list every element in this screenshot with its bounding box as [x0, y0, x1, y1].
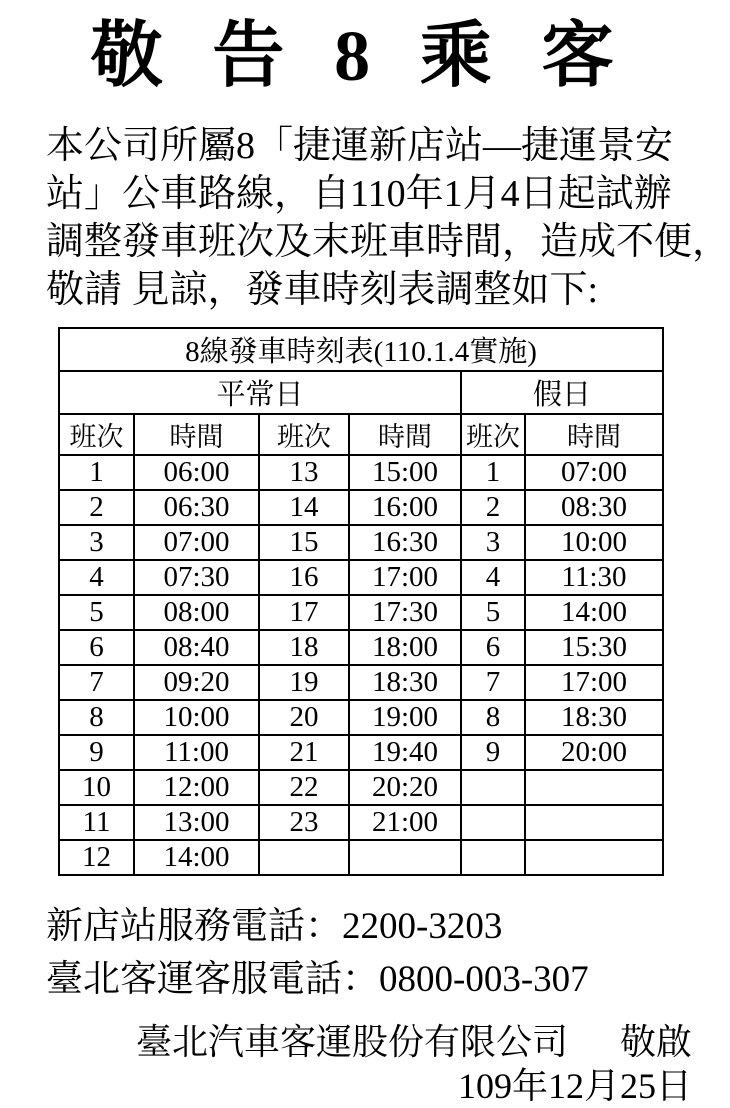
timetable-column-headers — [59, 414, 663, 455]
timetable-cell: 11:00 — [134, 735, 259, 770]
table-row — [59, 455, 663, 490]
timetable-cell: 10:00 — [134, 700, 259, 735]
timetable-cell: 9 — [59, 735, 134, 770]
timetable-cell: 5 — [59, 595, 134, 630]
timetable-cell: 07:00 — [134, 525, 259, 560]
departure-timetable — [58, 327, 664, 876]
timetable-cell: 12:00 — [134, 770, 259, 805]
timetable-cell — [461, 770, 525, 805]
timetable-cell — [525, 840, 663, 875]
timetable-cell: 1 — [59, 455, 134, 490]
table-row — [59, 560, 663, 595]
timetable-cell: 08:00 — [134, 595, 259, 630]
timetable-cell: 8 — [59, 700, 134, 735]
timetable-cell: 23 — [259, 805, 349, 840]
timetable-cell: 17:30 — [349, 595, 461, 630]
timetable-cell: 20 — [259, 700, 349, 735]
column-header: 班次 — [59, 414, 134, 455]
timetable-cell: 18:30 — [349, 665, 461, 700]
table-row — [59, 595, 663, 630]
table-row — [59, 490, 663, 525]
timetable-cell: 07:30 — [134, 560, 259, 595]
timetable-cell: 06:00 — [134, 455, 259, 490]
timetable-cell: 4 — [461, 560, 525, 595]
table-row — [59, 630, 663, 665]
timetable-cell: 20:00 — [525, 735, 663, 770]
contact-line: 新店站服務電話：2200-3203 — [46, 906, 503, 947]
timetable-cell: 12 — [59, 840, 134, 875]
timetable-cell — [525, 805, 663, 840]
timetable-cell: 19 — [259, 665, 349, 700]
holiday-group-header: 假日 — [461, 371, 663, 414]
table-row — [59, 525, 663, 560]
contact-line: 臺北客運客服電話：0800-003-307 — [46, 959, 589, 1000]
timetable-cell: 9 — [461, 735, 525, 770]
notice-line: 本公司所屬8「捷運新店站—捷運景安 — [46, 125, 674, 167]
timetable-cell: 7 — [461, 665, 525, 700]
timetable-cell — [525, 770, 663, 805]
timetable-cell: 10:00 — [525, 525, 663, 560]
timetable-cell: 11:30 — [525, 560, 663, 595]
signoff: 敬啟 — [619, 1022, 692, 1062]
timetable-cell: 8 — [461, 700, 525, 735]
notice-paragraph — [46, 122, 730, 314]
page-title: 敬 告 8 乘 客 — [90, 16, 630, 96]
timetable-cell: 07:00 — [525, 455, 663, 490]
timetable-cell: 06:30 — [134, 490, 259, 525]
column-header: 時間 — [525, 414, 663, 455]
timetable-cell: 13:00 — [134, 805, 259, 840]
table-row — [59, 805, 663, 840]
timetable-cell: 19:40 — [349, 735, 461, 770]
table-row — [59, 840, 663, 875]
timetable-cell: 14:00 — [525, 595, 663, 630]
timetable-cell: 18:00 — [349, 630, 461, 665]
timetable-title-row — [59, 328, 663, 371]
timetable-cell: 15 — [259, 525, 349, 560]
timetable-cell: 3 — [461, 525, 525, 560]
timetable-cell: 17:00 — [525, 665, 663, 700]
timetable-cell: 13 — [259, 455, 349, 490]
contact-info — [46, 900, 710, 1006]
timetable-cell: 5 — [461, 595, 525, 630]
timetable-cell: 7 — [59, 665, 134, 700]
timetable-cell: 15:00 — [349, 455, 461, 490]
timetable-cell — [349, 840, 461, 875]
weekday-group-header: 平常日 — [59, 371, 461, 414]
timetable-cell: 16:30 — [349, 525, 461, 560]
timetable-cell: 17:00 — [349, 560, 461, 595]
timetable-cell: 4 — [59, 560, 134, 595]
column-header: 班次 — [259, 414, 349, 455]
timetable-cell: 09:20 — [134, 665, 259, 700]
timetable-cell: 17 — [259, 595, 349, 630]
timetable-cell — [461, 840, 525, 875]
signature-line — [0, 1020, 692, 1064]
timetable-cell: 6 — [461, 630, 525, 665]
timetable-cell: 2 — [461, 490, 525, 525]
timetable-cell: 08:30 — [525, 490, 663, 525]
timetable-cell: 10 — [59, 770, 134, 805]
notice-line: 敬請 見諒，發車時刻表調整如下: — [46, 269, 599, 311]
timetable-cell: 19:00 — [349, 700, 461, 735]
timetable-cell: 11 — [59, 805, 134, 840]
timetable-cell: 14 — [259, 490, 349, 525]
timetable-cell — [461, 805, 525, 840]
timetable-cell: 20:20 — [349, 770, 461, 805]
column-header: 時間 — [134, 414, 259, 455]
timetable-cell: 16:00 — [349, 490, 461, 525]
timetable-cell: 18:30 — [525, 700, 663, 735]
notice-page — [0, 10, 730, 1106]
timetable-cell: 14:00 — [134, 840, 259, 875]
notice-line: 站」公車路線，自110年1月4日起試辦 — [46, 173, 672, 215]
column-header: 時間 — [349, 414, 461, 455]
timetable-cell: 21 — [259, 735, 349, 770]
timetable-cell: 1 — [461, 455, 525, 490]
timetable-cell: 22 — [259, 770, 349, 805]
table-row — [59, 735, 663, 770]
table-row — [59, 665, 663, 700]
signature-block — [0, 1020, 692, 1108]
timetable-cell: 21:00 — [349, 805, 461, 840]
company-name: 臺北汽車客運股份有限公司 — [135, 1022, 568, 1062]
timetable-title: 8線發車時刻表(110.1.4實施) — [59, 328, 663, 371]
signature-date: 109年12月25日 — [457, 1066, 692, 1106]
timetable-cell — [259, 840, 349, 875]
table-row — [59, 770, 663, 805]
timetable-cell: 6 — [59, 630, 134, 665]
timetable-cell: 18 — [259, 630, 349, 665]
timetable-day-row — [59, 371, 663, 414]
timetable-cell: 15:30 — [525, 630, 663, 665]
column-header: 班次 — [461, 414, 525, 455]
timetable-cell: 08:40 — [134, 630, 259, 665]
timetable-body — [59, 455, 663, 875]
timetable-cell: 16 — [259, 560, 349, 595]
timetable-cell: 3 — [59, 525, 134, 560]
notice-line: 調整發車班次及末班車時間，造成不便， — [46, 221, 730, 263]
table-row — [59, 700, 663, 735]
timetable-cell: 2 — [59, 490, 134, 525]
